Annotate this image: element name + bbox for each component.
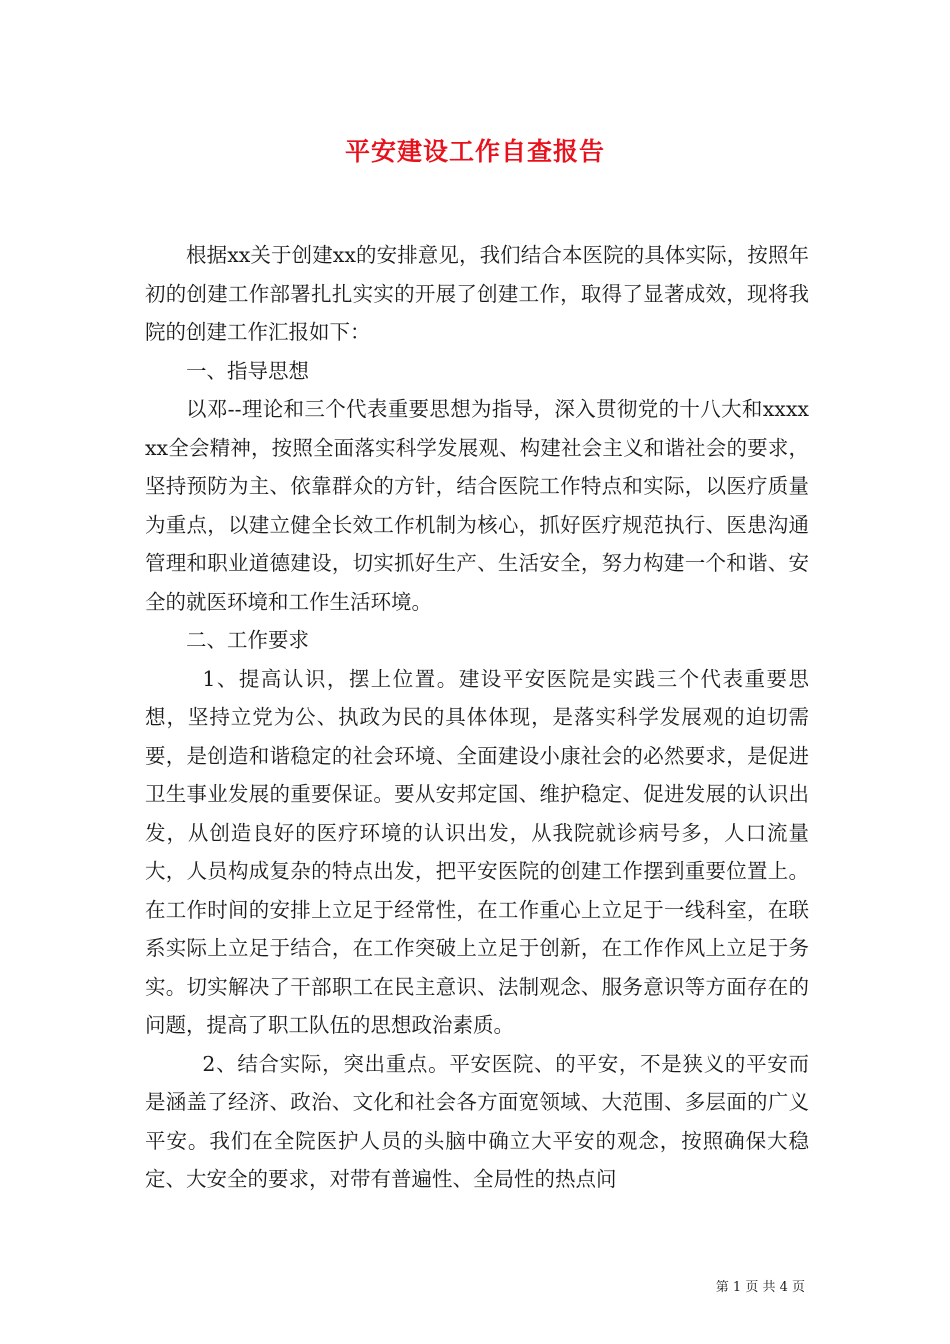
paragraph-guiding-thought: 以邓--理论和三个代表重要思想为指导，深入贯彻党的十八大和xxxxxx全会精神，按照全面落实科学发展观、构建社会主义和谐社会的要求，坚持预防为主、依靠群众的方针，结合医院工作特点和实际，以医疗质量为重点，以建立健全长效工作机制为核心，抓好医疗规范执行、医患沟通管理和职业道德建设，切实抓好生产、生活安全，努力构建一个和谐、安全的就医环境和工作生活环境。 xyxy=(145,397,809,614)
document-body xyxy=(145,236,809,1199)
section-heading-work-requirements: 二、工作要求 xyxy=(186,628,309,652)
paragraph-intro: 根据xx关于创建xx的安排意见，我们结合本医院的具体实际，按照年初的创建工作部署扎扎实实的开展了创建工作，取得了显著成效，现将我院的创建工作汇报如下： xyxy=(145,243,809,344)
paragraph-requirement-1: 1、提高认识，摆上位置。建设平安医院是实践三个代表重要思想，坚持立党为公、执政为民的具体体现，是落实科学发展观的迫切需要，是创造和谐稳定的社会环境、全面建设小康社会的必然要求，是促进卫生事业发展的重要保证。要从安邦定国、维护稳定、促进发展的认识出发，从创造良好的医疗环境的认识出发，从我院就诊病号多，人口流量大，人员构成复杂的特点出发，把平安医院的创建工作摆到重要位置上。在工作时间的安排上立足于经常性，在工作重心上立足于一线科室，在联系实际上立足于结合，在工作突破上立足于创新，在工作作风上立足于务实。切实解决了干部职工在民主意识、法制观念、服务意识等方面存在的问题，提高了职工队伍的思想政治素质。 xyxy=(145,666,809,1037)
page-number: 第 1 页 共 4 页 xyxy=(715,1280,805,1295)
paragraph-requirement-2: 2、结合实际，突出重点。平安医院、的平安，不是狭义的平安而是涵盖了经济、政治、文化和社会各方面宽领域、大范围、多层面的广义平安。我们在全院医护人员的头脑中确立大平安的观念，按照确保大稳定、大安全的要求，对带有普遍性、全局性的热点问 xyxy=(145,1051,809,1191)
document-title: 平安建设工作自查报告 xyxy=(344,137,605,166)
section-heading-guiding-thought: 一、指导思想 xyxy=(186,358,309,383)
